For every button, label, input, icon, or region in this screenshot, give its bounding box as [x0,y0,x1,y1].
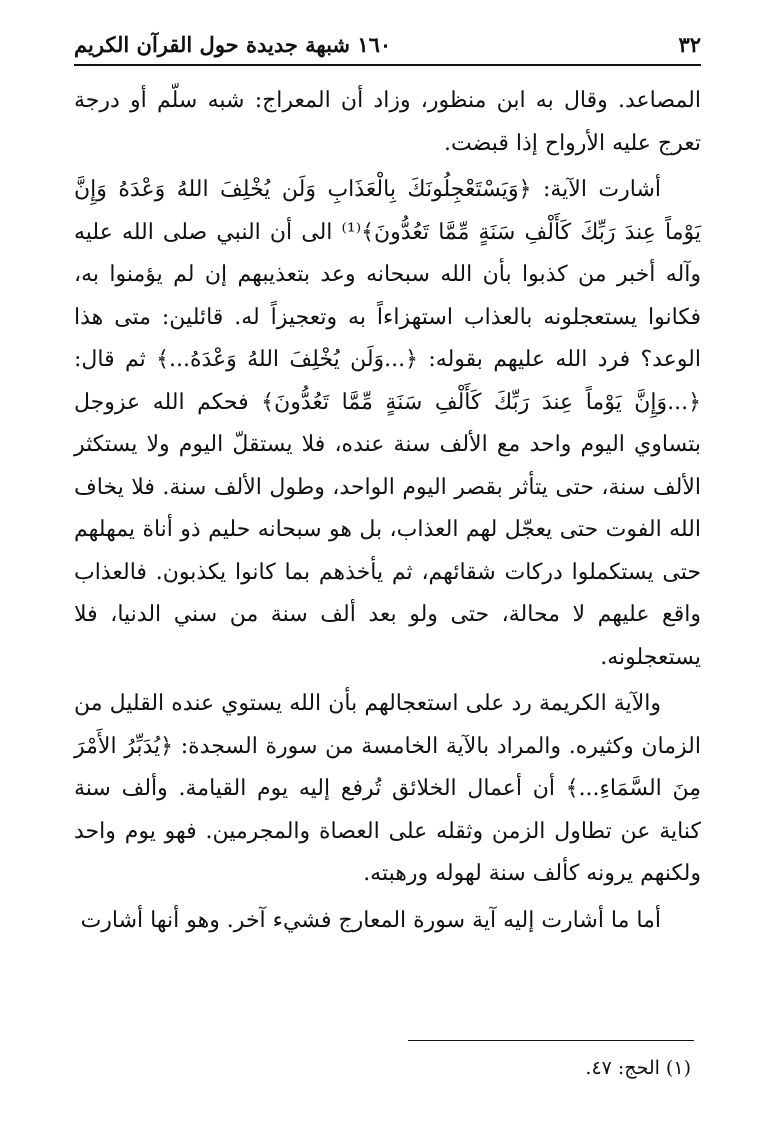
footnote-divider [408,1040,694,1041]
footnote: (١) الحج: ٤٧. [585,1057,691,1079]
book-title: ١٦٠ شبهة جديدة حول القرآن الكريم [74,32,392,57]
page-header [74,30,701,66]
paragraph: أشارت الآية: ﴿وَيَسْتَعْجِلُونَكَ بِالْعَذَابِ وَلَن يُخْلِفَ اللهُ وَعْدَهُ وَإِنَّ يَوْماً عِندَ رَبِّكَ كَأَلْفِ سَنَةٍ مِّمَّا تَعُدُّونَ﴾⁽¹⁾ الى أن النبي صلى الله عليه وآله أخبر من كذبوا بأن الله سبحانه وعد بتعذيبهم إن لم يؤمنوا به، فكانوا يستعجلونه بالعذاب استهزاءاً به وتعجيزاً له. قائلين: متى هذا الوعد؟ فرد الله عليهم بقوله: ﴿...وَلَن يُخْلِفَ اللهُ وَعْدَهُ...﴾ ثم قال: ﴿...وَإِنَّ يَوْماً عِندَ رَبِّكَ كَأَلْفِ سَنَةٍ مِّمَّا تَعُدُّونَ﴾ فحكم الله عزوجل بتساوي اليوم واحد مع الألف سنة عنده، فلا يستقلّ اليوم ولا يستكثر الألف سنة، حتى يتأثر بقصر اليوم الواحد، وطول الألف سنة. فلا يخاف الله الفوت حتى يعجّل لهم العذاب، بل هو سبحانه حليم ذو أناة يمهلهم حتى يستكملوا دركات شقائهم، ثم يأخذهم بما كانوا يكذبون. فالعذاب واقع عليهم لا محالة، حتى ولو بعد ألف سنة من سني الدنيا، فلا يستعجلونه. [74,177,701,670]
paragraph: والآية الكريمة رد على استعجالهم بأن الله يستوي عنده القليل من الزمان وكثيره. والمراد بالآية الخامسة من سورة السجدة: ﴿يُدَبِّرُ الأَمْرَ مِنَ السَّمَاءِ...﴾ أن أعمال الخلائق تُرفع إليه يوم القيامة. وألف سنة كناية عن تطاول الزمن وثقله على العصاة والمجرمين. فهو يوم واحد ولكنهم يرونه كألف سنة لهوله ورهبته. [74,691,701,886]
paragraph: المصاعد. وقال به ابن منظور، وزاد أن المعراج: شبه سلّم أو درجة تعرج عليه الأرواح إذا قبضت. [74,88,701,156]
page-body [74,80,701,942]
page-number: ٣٢ [678,32,701,57]
paragraph: أما ما أشارت إليه آية سورة المعارج فشيء آخر. وهو أنها أشارت [80,907,661,933]
